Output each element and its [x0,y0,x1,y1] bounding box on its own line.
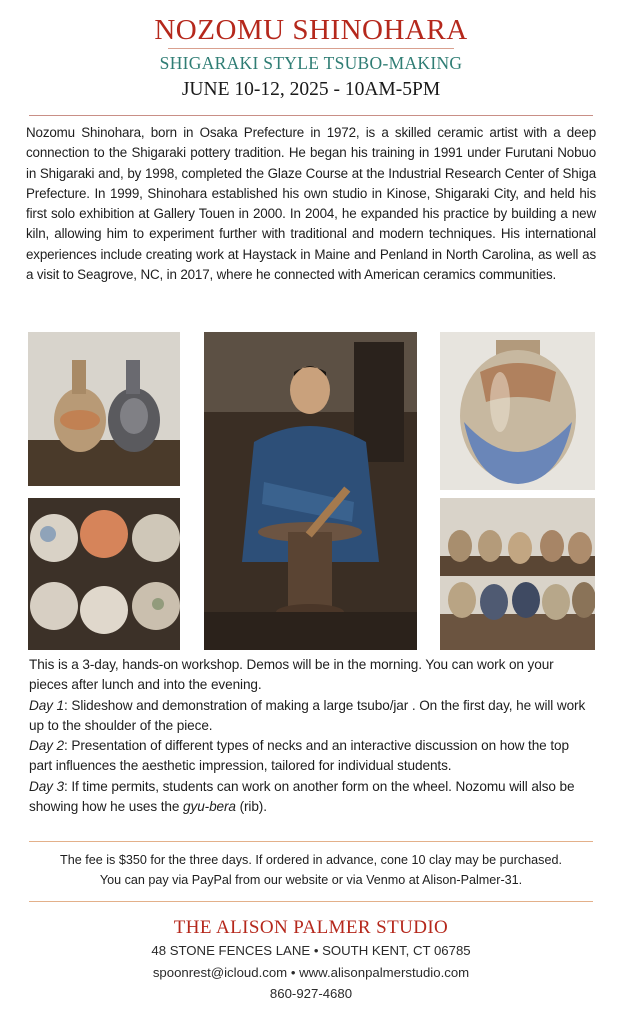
studio-address: 48 STONE FENCES LANE • SOUTH KENT, CT 06785 [151,943,471,958]
title-divider [168,48,454,49]
flyer-header [0,0,622,103]
fee-line-2: You can pay via PayPal from our website or via Venmo at Alison-Palmer-31. [99,873,523,887]
small-vases-photo [440,498,595,650]
day-3-text: : If time permits, students can work on another form on the wheel. Nozomu will also be showing how he uses the [29,778,575,815]
two-sake-bottles-photo [28,332,180,486]
gyu-bera-term: gyu-bera [183,799,236,815]
workshop-description [29,655,595,817]
day-2-item [29,736,595,777]
workshop-dates: JUNE 10-12, 2025 - 10AM-5PM [181,79,441,100]
day-1-text: : Slideshow and demonstration of making a large tsubo/jar . On the first day, he will work up to the shoulder of the piece. [29,697,586,733]
studio-name: THE ALISON PALMER STUDIO [173,917,449,938]
day-2-label: Day 2 [29,738,65,754]
bowls-photo [28,498,180,650]
fee-info [0,850,622,890]
day-3-item [29,777,595,818]
day-1-item [29,696,595,737]
header-divider [29,115,593,116]
day-3-tail: (rib). [235,799,267,815]
artist-name-title: NOZOMU SHINOHARA [154,14,468,46]
workshop-subtitle: SHIGARAKI STYLE TSUBO-MAKING [159,53,463,73]
artist-bio: Nozomu Shinohara, born in Osaka Prefecture in 1972, is a skilled ceramic artist with a deep connection to the Shigaraki pottery tradition. He began his training in 1991 under Furutani Nobuo in Shigaraki and, by 1998, completed the Glaze Course at the Industrial Research Center of Shiga Prefecture. In 1999, Shinohara established his own studio in Kinose, Shigaraki City, and held his first solo exhibition at Gallery Touen in 2000. In 2004, he expanded his practice by building a new kiln, allowing him to experiment further with traditional and modern techniques. His international experiences include creating work at Haystack in Maine and Penland in North Carolina, as well as a visit to Seagrove, NC, in 2017, where he connected with American ceramics communities. [26,125,596,283]
day-2-text: : Presentation of different types of necks and an interactive discussion on how the top part influences the aesthetic impression, tailored for individual students. [29,738,569,774]
studio-phone: 860-927-4680 [269,986,353,1001]
workshop-intro: This is a 3-day, hands-on workshop. Demos will be in the morning. You can work on your pieces after lunch and into the evening. [29,657,554,693]
artist-at-wheel-photo [204,332,417,650]
large-tsubo-jar-photo [440,332,595,490]
studio-footer [0,916,622,1005]
day-3-label: Day 3 [29,778,65,794]
day-1-label: Day 1 [29,697,65,713]
studio-contact: spoonrest@icloud.com • www.alisonpalmerstudio.com [152,964,470,980]
photo-gallery [0,332,622,650]
fee-line-1: The fee is $350 for the three days. If ordered in advance, cone 10 clay may be purchased. [60,853,562,867]
fee-top-divider [29,841,593,842]
fee-bottom-divider [29,901,593,902]
